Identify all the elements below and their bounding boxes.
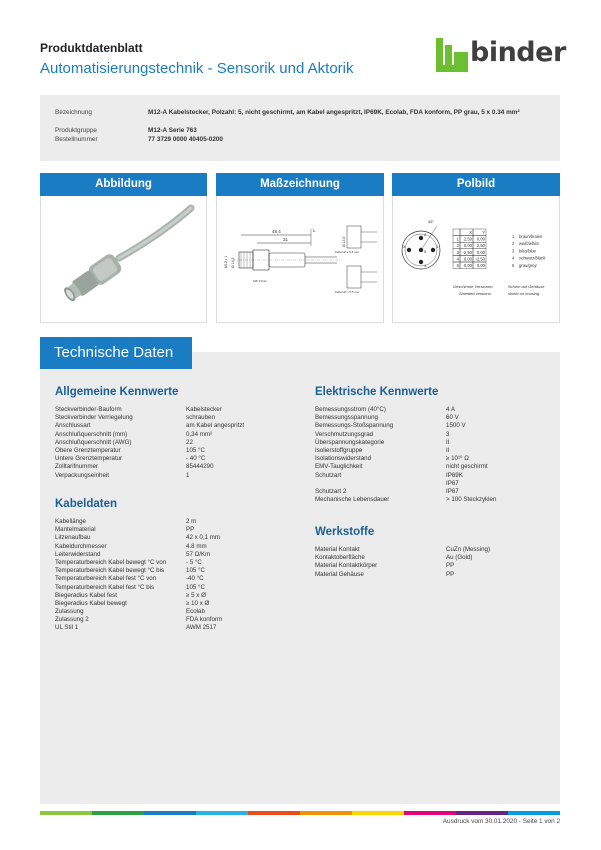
kv-row	[55, 567, 295, 575]
pin-table-text: Y	[482, 230, 485, 235]
kv-label: Zulassung 2	[55, 616, 89, 624]
kv-row	[55, 526, 295, 534]
kv-label: UL Stil 1	[55, 624, 79, 632]
pin-table-text: 0,00	[463, 256, 472, 262]
kv-row	[55, 534, 295, 542]
pin-table-text: 1	[456, 236, 459, 242]
kv-label: Schutzart 2	[315, 487, 347, 495]
pin-table-text: -2,50	[462, 249, 472, 255]
kv-label: Litzenaufbau	[55, 534, 91, 542]
kv-row	[315, 562, 555, 570]
svg-text:3: 3	[403, 244, 406, 249]
panel-masszeichnung	[216, 196, 384, 323]
svg-text:1: 1	[436, 244, 439, 249]
kv-value: Kabelstecker	[186, 406, 222, 413]
kv-row	[55, 455, 295, 463]
kv-label: Biegeradius Kabel fest	[55, 591, 117, 599]
kv-label: Anschlussart	[55, 422, 91, 430]
group-title-allgemein: Allgemeine Kennwerte	[55, 386, 179, 398]
pin-table-text: 0,00	[463, 263, 472, 268]
dim-31: 31	[283, 237, 289, 242]
kv-row	[55, 414, 295, 422]
group-title-werkstoffe: Werkstoffe	[315, 526, 375, 538]
dim-48-4: 48,4	[272, 229, 281, 234]
kv-row	[55, 406, 295, 414]
kv-label: Zulassung	[55, 608, 84, 616]
kv-label: Anschlußquerschnitt (AWG)	[55, 438, 132, 446]
svg-text:2: 2	[424, 232, 427, 237]
kv-list-allgemein	[55, 406, 295, 480]
kv-value: PP	[186, 526, 195, 534]
pin-table-text: 0,00	[463, 243, 472, 249]
kv-value: 1	[186, 471, 190, 479]
pin-table-text: 5	[456, 263, 459, 268]
dim-sw: SW 13mm	[253, 279, 268, 283]
kv-label: Kabellänge	[55, 518, 86, 525]
kv-value: ≥ 10 x Ø	[186, 599, 210, 607]
kv-label: Steckverbinder Verriegelung	[55, 414, 133, 422]
kv-value: 105 °C	[186, 567, 205, 575]
group-title-kabeldaten: Kabeldaten	[55, 498, 117, 510]
section-header-masszeichnung: Maßzeichnung	[216, 173, 384, 196]
kv-value: AWM 2517	[186, 624, 217, 632]
kv-list-kabeldaten	[55, 518, 295, 633]
kv-row	[315, 463, 555, 471]
shield-note-de-label: Geschirmte Versionen:	[453, 284, 494, 289]
kv-value: 22	[186, 438, 193, 446]
kv-value: IP67	[446, 487, 459, 495]
kv-row	[55, 439, 295, 447]
pin-table-cell	[453, 229, 460, 236]
kv-value: FDA konform	[186, 616, 223, 624]
section-header-abbildung: Abbildung	[40, 173, 207, 196]
kv-value: ≥ 5 x Ø	[186, 591, 206, 599]
shield-note-en-value: shield on housing	[508, 291, 540, 296]
kv-value: II	[446, 446, 450, 454]
panel-polbild	[392, 196, 560, 323]
kv-label: Biegeradius Kabel bewegt	[55, 599, 127, 607]
binder-logo	[436, 37, 566, 72]
kv-value: schrauben	[186, 414, 215, 422]
color-bar-segment	[508, 811, 560, 815]
kv-value: -40 °C	[186, 575, 204, 583]
kv-value: CuZn (Messing)	[446, 546, 491, 553]
wire-number: 3	[512, 248, 515, 254]
kv-row	[55, 600, 295, 608]
kv-row	[55, 584, 295, 592]
kv-value: am Kabel angespritzt	[186, 422, 245, 430]
color-bar-segment	[92, 811, 144, 815]
kv-row	[55, 608, 295, 616]
binder-logo-mark	[436, 38, 468, 72]
kv-value: PP	[446, 562, 455, 570]
panel-abbildung	[40, 196, 207, 323]
color-bar-segment	[196, 811, 248, 815]
dim-l: L	[313, 228, 316, 233]
dimension-drawing	[217, 196, 383, 322]
kv-row	[55, 575, 295, 583]
kv-label: Kabeldurchmesser	[55, 542, 107, 550]
kv-label: Temperaturbereich Kabel bewegt °C von	[55, 558, 167, 566]
kv-label: Anschlußquerschnitt (mm)	[55, 430, 128, 438]
kv-row	[55, 422, 295, 430]
footer-print-date: Ausdruck vom 30.01.2020 - Seite 1 von 2	[442, 818, 560, 825]
pin-table-text: -2,50	[475, 256, 485, 262]
svg-text:5: 5	[424, 249, 427, 254]
info-label: Produktgruppe	[55, 127, 97, 134]
kv-label: EMV-Tauglichkeit	[315, 463, 363, 471]
svg-text:4: 4	[424, 263, 427, 268]
pin-table-text: 2,50	[476, 243, 485, 249]
wire-color-label: grau/grey	[519, 262, 537, 268]
pin-table-text: X	[469, 230, 472, 235]
group-title-elektrisch: Elektrische Kennwerte	[315, 386, 439, 398]
kv-label: Temperaturbereich Kabel bewegt °C bis	[55, 567, 165, 575]
color-bar-segment	[144, 811, 196, 815]
wire-number: 4	[512, 255, 515, 261]
info-value: M12-A Kabelstecker, Polzahl: 5, nicht geschirmt, am Kabel angespritzt, IP69K, Ecolab, FDA konform, PP grau, 5 x 0.34 mm²	[148, 109, 520, 116]
kv-value: IP67	[446, 479, 459, 487]
dim-o: Ø 14,5	[342, 236, 346, 247]
kv-value: - 5 °C	[186, 558, 202, 566]
kv-row	[55, 447, 295, 455]
kv-label: Material Kontakt	[315, 546, 360, 553]
info-label: Bezeichnung	[55, 109, 92, 116]
kv-row	[315, 414, 555, 422]
color-bar-segment	[248, 811, 300, 815]
section-header-polbild: Polbild	[392, 173, 560, 196]
wire-number: 1	[512, 234, 515, 239]
kv-row	[55, 463, 295, 471]
cable-note-1: Kabel Ø ≤ 5,5 mm	[335, 250, 360, 254]
kv-row	[55, 616, 295, 624]
kv-value: II	[446, 438, 450, 446]
kv-row	[55, 431, 295, 439]
wire-number: 2	[512, 241, 515, 247]
kv-row	[315, 455, 555, 463]
kv-row	[55, 518, 295, 526]
kv-value: 0,34 mm²	[186, 430, 213, 438]
info-value: 77 3729 0000 40405-0200	[148, 136, 223, 143]
info-label: Bestellnummer	[55, 136, 98, 143]
kv-label: Temperaturbereich Kabel fest °C von	[55, 575, 157, 583]
kv-value: ≥ 10¹⁰ Ω	[446, 455, 469, 463]
kv-label: Isolationswiderstand	[315, 455, 372, 463]
pin-table-text: 2	[456, 243, 459, 249]
kv-label: Mantelmaterial	[55, 526, 96, 534]
dim-m12: M12 x 1	[224, 255, 228, 268]
kv-label: Zolltarifnummer	[55, 463, 98, 471]
kv-label: Material Kontaktkörper	[315, 562, 378, 570]
kv-label: Verschmutzungsgrad	[315, 430, 374, 438]
pin-layout-drawing	[393, 196, 559, 322]
pin-table-text: 0,00	[476, 236, 485, 242]
kv-label: Temperaturbereich Kabel fest °C bis	[55, 583, 155, 591]
color-bar-segment	[352, 811, 404, 815]
kv-value: 2 m	[186, 518, 197, 525]
kv-value: 105 °C	[186, 446, 205, 454]
pin-table-text: 3	[456, 249, 459, 255]
kv-label: Mechanische Lebensdauer	[315, 496, 390, 504]
kv-row	[315, 439, 555, 447]
pin-table-text: 4	[456, 256, 459, 262]
kv-row	[315, 546, 555, 554]
kv-label: Untere Grenztemperatur	[55, 455, 123, 463]
kv-value: 3	[446, 430, 450, 438]
pin-table-text: 0,00	[476, 263, 485, 268]
kv-label: Verpackungseinheit	[55, 471, 110, 479]
product-info-box	[40, 95, 560, 161]
kv-value: Au (Gold)	[446, 554, 473, 562]
kv-row	[315, 472, 555, 480]
kv-label: Obere Grenztemperatur	[55, 446, 121, 454]
document-subtitle: Automatisierungstechnik - Sensorik und Aktorik	[40, 60, 354, 77]
kv-value: 42 x 0,1 mm	[186, 534, 221, 542]
footer-color-bar	[40, 811, 560, 815]
dim-d: Ø 14,5	[231, 257, 235, 268]
kv-row	[315, 480, 555, 488]
pin-coordinate-table	[453, 229, 486, 269]
kv-row	[55, 551, 295, 559]
kv-row	[55, 472, 295, 480]
kv-label: Material Gehäuse	[315, 570, 364, 578]
kv-row	[315, 422, 555, 430]
color-bar-segment	[300, 811, 352, 815]
wire-color-label: weiß/white	[519, 241, 539, 247]
kv-row	[315, 447, 555, 455]
kv-label: Kontaktoberfläche	[315, 554, 365, 562]
kv-value: > 100 Steckzyklen	[446, 496, 497, 504]
kv-row	[315, 496, 555, 504]
kv-label: Überspannungskategorie	[315, 438, 385, 446]
kv-label: Bemessungs-Stoßspannung	[315, 422, 394, 430]
wire-color-legend	[512, 234, 546, 268]
kv-row	[55, 624, 295, 632]
kv-row	[315, 554, 555, 562]
pin-table-text: 2,50	[463, 236, 472, 242]
kv-row	[315, 571, 555, 579]
kv-value: Ecolab	[186, 608, 205, 616]
kv-row	[315, 431, 555, 439]
kv-label: Isolierstoffgruppe	[315, 446, 363, 454]
kv-label: Steckverbinder-Bauform	[55, 406, 122, 413]
pin-table-text: 0,00	[476, 249, 485, 255]
cable-note-2: Kabel Ø > 5,5 mm	[335, 290, 360, 294]
binder-logo-text: binder	[470, 37, 566, 68]
kv-list-werkstoffe	[315, 546, 555, 579]
technical-data-title: Technische Daten	[40, 337, 192, 369]
kv-value: 105 °C	[186, 583, 205, 591]
kv-value: 85444290	[186, 463, 214, 471]
kv-label: Bemessungsstrom (40°C)	[315, 406, 386, 413]
color-bar-segment	[40, 811, 92, 815]
kv-row	[55, 592, 295, 600]
kv-value: 57 Ω/Km	[186, 550, 211, 558]
kv-value: 4.8 mm	[186, 542, 207, 550]
kv-value: 4 A	[446, 406, 455, 413]
kv-value: - 40 °C	[186, 455, 206, 463]
kv-list-elektrisch	[315, 406, 555, 504]
kv-row	[315, 406, 555, 414]
document-type: Produktdatenblatt	[40, 41, 143, 55]
shield-note-en-label: Shielded versions:	[459, 291, 492, 296]
info-value: M12-A Serie 763	[148, 127, 197, 134]
color-bar-segment	[404, 811, 456, 815]
kv-row	[315, 488, 555, 496]
kv-row	[55, 559, 295, 567]
color-bar-segment	[456, 811, 508, 815]
shield-note-de-value: Schirm auf Gehäuse	[508, 284, 545, 289]
kv-label: Schutzart	[315, 471, 342, 479]
connector-image	[41, 196, 206, 322]
kv-label: Bemessungsspannung	[315, 414, 378, 422]
wire-number: 5	[512, 262, 515, 268]
kv-row	[55, 543, 295, 551]
kv-value: IP69K	[446, 471, 463, 479]
angle-label: 45°	[428, 219, 435, 224]
wire-color-label: schwarz/black	[519, 255, 546, 261]
wire-color-label: blau/blue	[519, 248, 536, 254]
kv-value: nicht geschirmt	[446, 463, 488, 471]
kv-value: PP	[446, 570, 455, 578]
wire-color-label: braun/brown	[519, 234, 543, 239]
kv-value: 1500 V	[446, 422, 466, 430]
kv-value: 60 V	[446, 414, 459, 422]
kv-label: Leiterwiderstand	[55, 550, 101, 558]
